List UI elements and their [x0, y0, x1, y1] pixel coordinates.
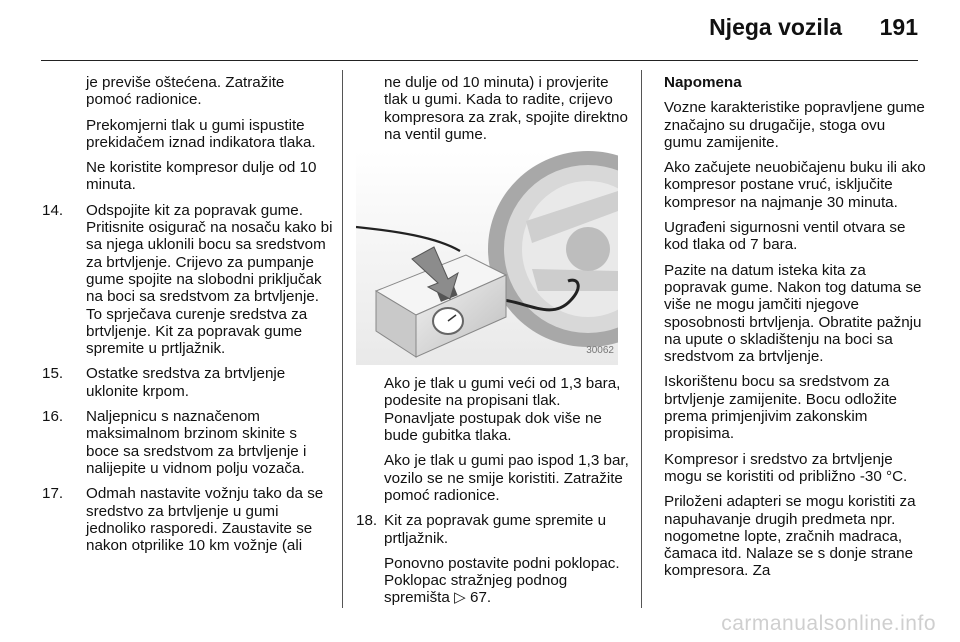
paragraph: ne dulje od 10 minuta) i provjerite tlak u gumi. Kada to radite, crijevo kompresora za zrak, spojite direktno na ventil gume. — [384, 74, 628, 143]
column-1 — [42, 74, 334, 562]
step-number: 15. — [42, 365, 64, 383]
paragraph: Iskorištenu bocu sa sredstvom za brtvljenje zamijenite. Bocu odložite prema primjenjivim zakonskim propisima. — [664, 373, 897, 443]
step-text: Ostatke sredstva za brtvljenje uklonite krpom. — [86, 365, 286, 400]
paragraph — [356, 555, 630, 607]
step-number: 16. — [42, 408, 64, 426]
list-item — [42, 202, 334, 358]
page-header — [0, 0, 960, 64]
paragraph: Pazite na datum isteka kita za popravak gume. Nakon tog datuma se više ne mogu jamčiti njegove sposobnosti brtvljenja. Obratite pažnju na upute o skladištenju na boci sa sredstvom za brtvljenje. — [664, 261, 922, 366]
paragraph: Ako začujete neuobičajenu buku ili ako kompresor postane vruć, isključite kompresor na najmanje 30 minuta. — [664, 159, 926, 211]
column-divider-1 — [342, 70, 343, 608]
page-reference-link[interactable]: 67. — [470, 589, 492, 607]
paragraph: Ne koristite kompresor dulje od 10 minuta. — [86, 159, 317, 194]
column-2 — [356, 74, 630, 615]
step-text: Odmah nastavite vožnju tako da se sredstvo za brtvljenje u gumi jednoliko rasporedi. Zaustavite se nakon otprilike 10 km vožnje (ali — [86, 485, 324, 555]
list-item — [356, 512, 630, 547]
paragraph: Kompresor i sredstvo za brtvljenje mogu se koristiti od približno -30 °C. — [664, 450, 908, 485]
list-item — [42, 485, 334, 554]
paragraph: Ako je tlak u gumi veći od 1,3 bara, podesite na propisani tlak. Ponavljate postupak dok više ne bude gubitka tlaka. — [384, 375, 621, 445]
header-rule — [41, 60, 918, 61]
paragraph: Ugrađeni sigurnosni ventil otvara se kod tlaka od 7 bara. — [664, 219, 906, 254]
paragraph: Vozne karakteristike popravljene gume značajno su drugačije, stoga ovu gumu zamijenite. — [664, 99, 925, 151]
paragraph: Prekomjerni tlak u gumi ispustite prekidačem iznad indikatora tlaka. — [86, 116, 316, 151]
step-text: Kit za popravak gume spremite u prtljažnik. — [384, 512, 607, 547]
paragraph: je previše oštećena. Zatražite pomoć radionice. — [86, 74, 285, 109]
step-text: Odspojite kit za popravak gume. Pritisnite osigurač na nosaču kako bi sa njega uklonili bocu sa sredstvom za brtvljenje. Crijevo za pumpanje gume spojite na slobodni priključak na boci sa sredstvom za brtvljenje. To sprječava curenje sredstva za brtvljenje. Kit za popravak gume spremite u prtljažnik. — [86, 201, 333, 358]
page-title: Njega vozila — [709, 14, 842, 40]
figure-id: 30062 — [586, 344, 614, 356]
paragraph-text: Ponovno postavite podni poklopac. Poklopac stražnjeg podnog spremišta — [384, 554, 620, 607]
list-item — [42, 365, 334, 400]
column-divider-2 — [641, 70, 642, 608]
note-heading: Napomena — [664, 74, 742, 91]
step-number: 14. — [42, 201, 64, 219]
compressor-tire-illustration — [356, 151, 618, 365]
step-number: 18. — [356, 512, 378, 530]
arrow-reference-icon: ▷ — [454, 589, 466, 607]
step-text: Naljepnicu s naznačenom maksimalnom brzinom skinite s boce sa sredstvom za brtvljenje i nalijepite u vidnom polju vozača. — [86, 408, 307, 477]
page-number: 191 — [879, 14, 918, 40]
column-3 — [664, 74, 926, 588]
watermark: carmanualsonline.info — [721, 612, 936, 635]
step-number: 17. — [42, 485, 64, 503]
list-item — [42, 408, 334, 477]
paragraph: Ako je tlak u gumi pao ispod 1,3 bar, vozilo se ne smije koristiti. Zatražite pomoć radionice. — [384, 452, 629, 504]
paragraph: Priloženi adapteri se mogu koristiti za napuhavanje drugih predmeta npr. nogometne lopte, zračnih madraca, čamaca itd. Nalaze se s donje strane kompresora. Za — [664, 493, 916, 580]
compressor-illustration-svg — [356, 151, 618, 365]
